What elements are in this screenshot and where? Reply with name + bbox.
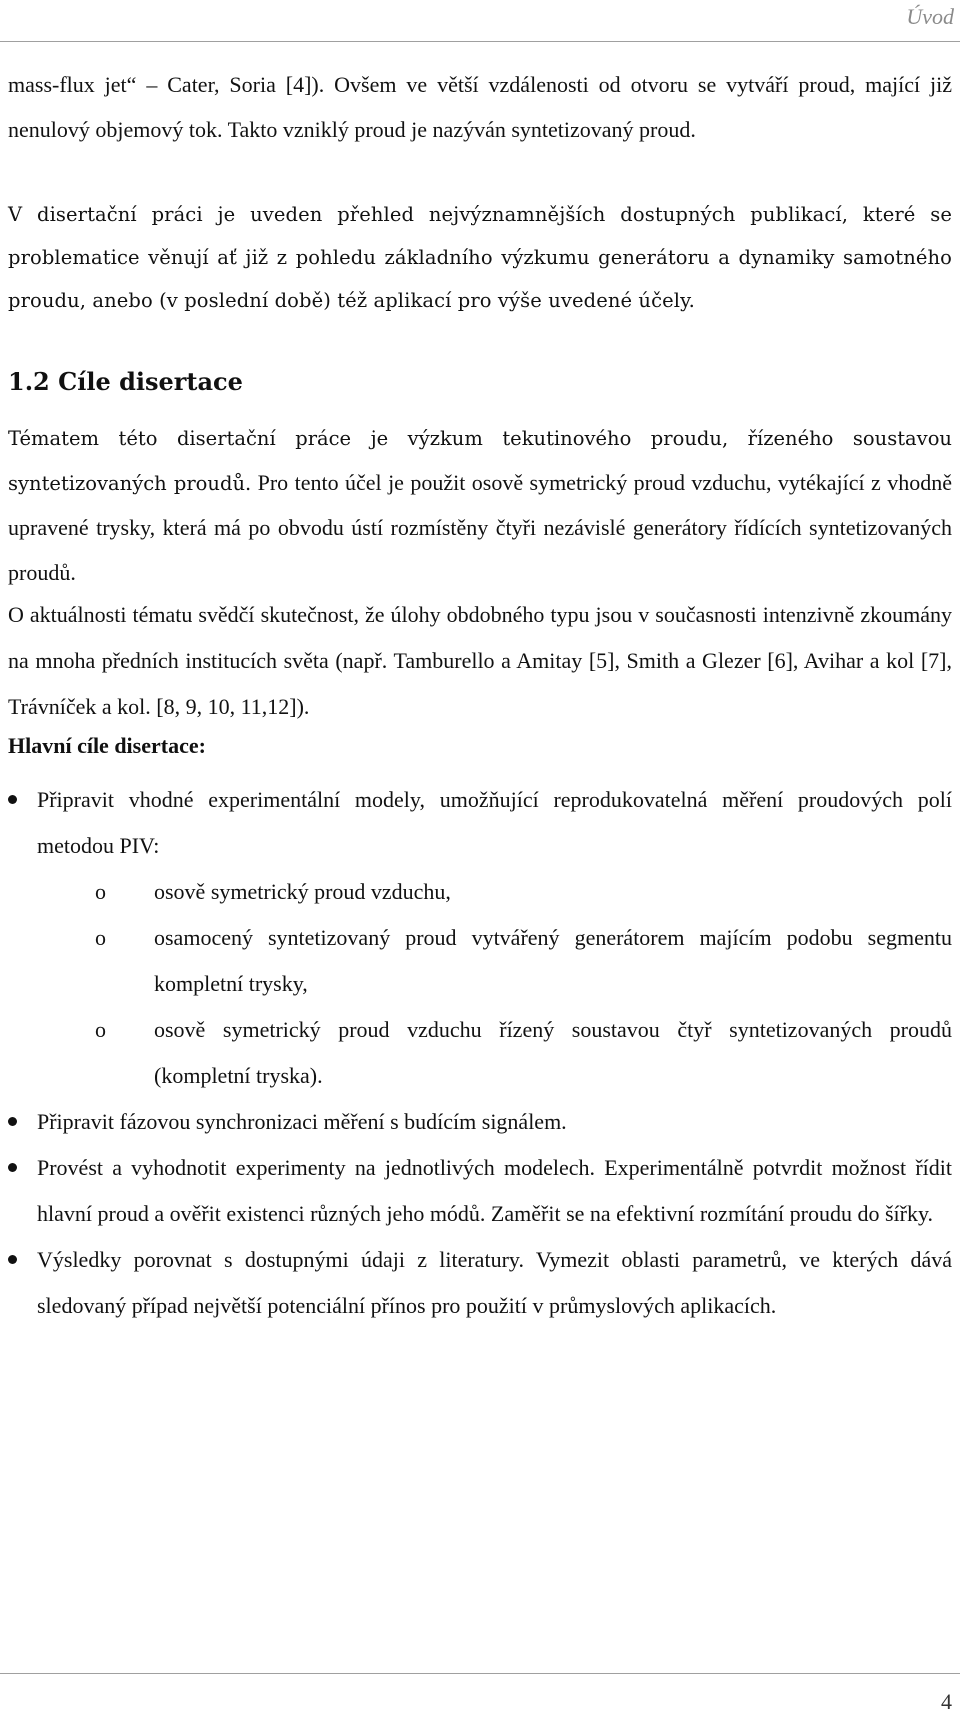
goal-sub-list [8,869,952,1099]
bullet-dot-icon [8,1117,17,1126]
bullet-dot-icon [8,795,17,804]
goal-item-2 [8,1099,952,1145]
section-paragraph-1 [8,417,952,596]
goal-sub-item-2-text: osamocený syntetizovaný proud vytvářený generátorem majícím podobu segmentu kompletní trysky, [154,925,952,996]
section-heading: 1.2 Cíle disertace [8,367,243,396]
goal-item-3-text: Provést a vyhodnotit experimenty na jednotlivých modelech. Experimentálně potvrdit možnost řídit hlavní proud a ověřit existenci různých jeho módů. Zaměřit se na efektivní rozmítání proudu do šířky. [37,1155,952,1226]
goals-list [8,777,952,1329]
intro-paragraph-1: mass-flux jet“ – Cater, Soria [4]). Ovšem ve větší vzdálenosti od otvoru se vytváří proud, mající již nenulový objemový tok. Takto vzniklý proud je nazýván syntetizovaný proud. [8,72,952,142]
section-paragraph-2: O aktuálnosti tématu svědčí skutečnost, že úlohy obdobného typu jsou v současnosti intenzivně zkoumány na mnoha předních institucích světa (např. Tamburello a Amitay [5], Smith a Glezer [6], Avihar a kol [7], Trávníček a kol. [8, 9, 10, 11,12]). [8,602,952,719]
goal-sub-item-2 [8,915,952,1007]
sub-item-marker: o [95,879,106,904]
section-paragraph-1-lead: Tématem této disertační práce je výzkum tekutinového proudu, řízeného soustavou syntetizovaných proudů. [8,427,952,495]
footer-divider [0,1673,960,1674]
bullet-dot-icon [8,1255,17,1264]
goal-item-4 [8,1237,952,1329]
goal-sub-item-3-text: osově symetrický proud vzduchu řízený soustavou čtyř syntetizovaných proudů (kompletní tryska). [154,1017,952,1088]
goal-item-2-text: Připravit fázovou synchronizaci měření s budícím signálem. [37,1109,567,1134]
sub-item-marker: o [95,925,106,950]
goal-sub-item-1-text: osově symetrický proud vzduchu, [154,879,451,904]
running-header-title: Úvod [906,4,954,29]
sub-item-marker: o [95,1017,106,1042]
page-number: 4 [941,1689,952,1714]
goal-item-3 [8,1145,952,1237]
section-paragraph-1-rest: Pro tento účel je použit osově symetrický proud vzduchu, vytékající z vhodně upravené trysky, která má po obvodu ústí rozmístěny čtyři nezávislé generátory řídících syntetizovaných proudů. [8,470,952,585]
goal-item-1 [8,777,952,869]
goal-sub-item-3 [8,1007,952,1099]
header-divider [0,41,960,42]
goals-heading: Hlavní cíle disertace: [8,733,206,758]
bullet-dot-icon [8,1163,17,1172]
intro-paragraph-2: V disertační práci je uveden přehled nejvýznamnějších dostupných publikací, které se problematice věnují ať již z pohledu základního výzkumu generátoru a dynamiky samotného proudu, anebo (v poslední době) též aplikací pro výše uvedené účely. [8,203,952,312]
goal-sub-item-1 [8,869,952,915]
goal-item-4-text: Výsledky porovnat s dostupnými údaji z literatury. Vymezit oblasti parametrů, ve kterých dává sledovaný případ největší potenciální přínos pro použití v průmyslových aplikacích. [37,1247,952,1318]
goal-item-1-text: Připravit vhodné experimentální modely, umožňující reprodukovatelná měření proudových polí metodou PIV: [37,787,952,858]
